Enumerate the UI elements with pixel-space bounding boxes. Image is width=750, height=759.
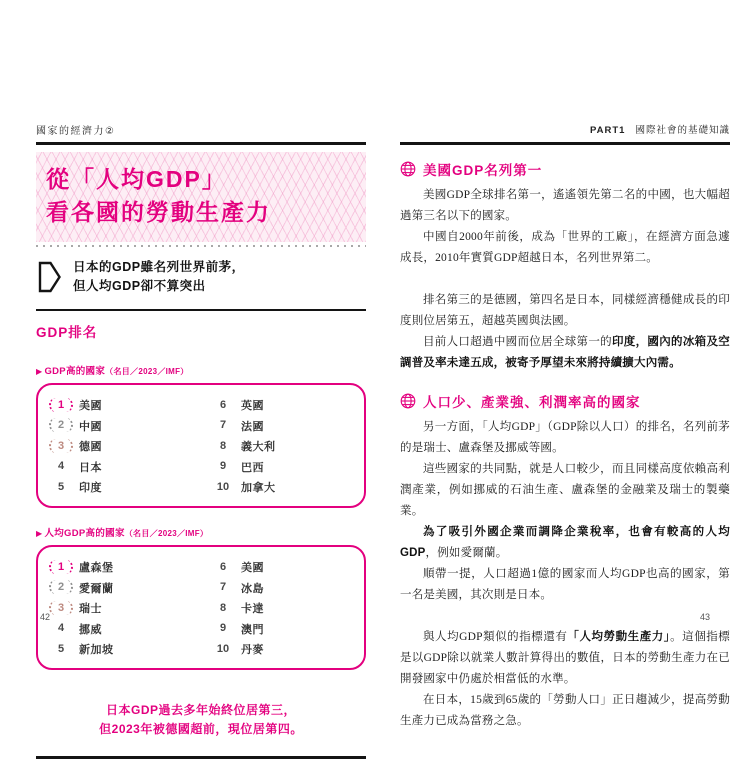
page-title-line2: 看各國的勞動生產力 (46, 198, 271, 225)
bold-run: 印度，國內的冰箱及空調普及率未達五成，被寄予厚望未來將持續擴大內需。 (400, 335, 731, 369)
lead-line1: 日本的GDP雖名列世界前茅， (73, 259, 245, 274)
rank-item (52, 397, 214, 413)
rank-item (214, 580, 352, 596)
triangle-right-icon: ▶ (36, 367, 43, 376)
globe-icon (400, 161, 416, 177)
rank-list-label-note: （名目／2023／IMF） (105, 367, 189, 376)
highlight-note (36, 701, 366, 739)
country-name: 日本 (79, 461, 102, 474)
laurel-wreath-icon: 3 (52, 440, 70, 453)
page-title-line1: 從「人均GDP」 (46, 165, 227, 192)
country-name: 印度 (79, 482, 102, 494)
note-line2: 但2023年被德國超前，現位居第四。 (99, 722, 303, 736)
text-run: 在日本，15歲到65歲的「勞動人口」正日趨減少，提高勞動生產力已成為當務之急。 (400, 693, 730, 727)
page-number-left: 42 (40, 612, 51, 622)
rank-item (52, 580, 214, 596)
country-name: 澳門 (241, 623, 264, 636)
country-name: 德國 (79, 441, 102, 453)
country-name: 法國 (241, 420, 264, 433)
rank-list-label-2 (36, 525, 366, 539)
rank-item (214, 418, 352, 434)
rank-item (52, 600, 214, 616)
rank-number: 9 (219, 622, 227, 634)
globe-icon (400, 393, 416, 409)
text-run: 與人均GDP類似的指標還有 (423, 630, 568, 643)
section-title: GDP排名 (36, 325, 98, 340)
rank-number: 4 (57, 622, 65, 634)
rank-item (52, 621, 214, 637)
text-run: 。這個指標是以GDP除以就業人數計算得出的數值，日本的勞動生產力在已開發國家中仍處於相當低的水準。 (400, 630, 730, 685)
rank-number: 7 (219, 581, 227, 593)
bold-run: 「人均勞動生產力」 (567, 630, 671, 643)
section-body (400, 417, 730, 732)
rank-item (52, 479, 214, 495)
rank-list-label-1 (36, 363, 366, 377)
rank-number: 5 (57, 480, 65, 493)
section-heading (400, 159, 730, 179)
divider-rule (36, 142, 366, 145)
country-name: 英國 (241, 400, 264, 412)
text-run: 目前人口超過中國而位居全球第一的 (423, 335, 612, 348)
country-name: 美國 (79, 400, 102, 412)
paragraph (400, 627, 730, 690)
right-page (400, 122, 730, 732)
rank-number: 9 (219, 460, 227, 472)
part-header (400, 122, 730, 136)
rank-number: 5 (57, 642, 65, 655)
country-name: 瑞士 (79, 603, 102, 615)
rank-number: 4 (57, 460, 65, 472)
paragraph (400, 564, 730, 606)
text-run: 排名第三的是德國，第四名是日本，同樣經濟穩健成長的印度則位居第五，超越英國與法國。 (400, 293, 730, 327)
lead-block (38, 258, 366, 296)
text-run: 順帶一提，人口超過1億的國家而人均GDP也高的國家，第一名是美國，其次則是日本。 (400, 567, 730, 601)
rank-number: 8 (219, 439, 227, 452)
rank-column-left (52, 559, 214, 657)
country-name: 冰島 (241, 582, 264, 595)
lead-line2: 但人均GDP卻不算突出 (73, 278, 206, 293)
paragraph (400, 227, 730, 269)
laurel-wreath-icon: 2 (52, 419, 70, 432)
laurel-wreath-icon: 3 (52, 602, 70, 615)
laurel-wreath-icon: 1 (52, 399, 70, 412)
rank-number: 8 (219, 601, 227, 614)
text-run: 另一方面，「人均GDP」（GDP除以人口）的排名，名列前茅的是瑞士、盧森堡及挪威等國。 (400, 420, 730, 454)
section-heading-text: 人口少、產業強、利潤率高的國家 (423, 394, 641, 410)
rank-box-gdp-per-capita (36, 545, 366, 670)
rank-item (214, 621, 352, 637)
divider-rule (36, 756, 366, 759)
rank-item (214, 600, 352, 616)
paragraph (400, 290, 730, 332)
title-block (36, 152, 366, 242)
rank-number: 10 (216, 480, 230, 493)
rank-box-gdp (36, 383, 366, 508)
laurel-wreath-icon: 2 (52, 581, 70, 594)
country-name: 卡達 (241, 603, 264, 615)
country-name: 新加坡 (79, 644, 114, 656)
paragraph (400, 332, 730, 374)
rank-item (52, 641, 214, 657)
section-us-gdp (400, 159, 730, 374)
laurel-wreath-icon: 1 (52, 561, 70, 574)
text-run: ，例如愛爾蘭。 (425, 546, 508, 559)
country-name: 義大利 (241, 441, 276, 453)
rank-item (52, 438, 214, 454)
paragraph (400, 690, 730, 732)
page-number-right: 43 (700, 612, 711, 622)
paragraph (400, 185, 730, 227)
lead-text (73, 258, 245, 296)
country-name: 愛爾蘭 (79, 582, 114, 595)
paragraph (400, 522, 730, 564)
pentagon-arrow-icon (38, 261, 62, 293)
rank-number: 6 (219, 560, 227, 573)
rank-item (52, 418, 214, 434)
triangle-right-icon: ▶ (36, 529, 43, 538)
divider-rule (400, 142, 730, 145)
section-heading-text: 美國GDP名列第一 (423, 162, 543, 178)
rank-item (214, 438, 352, 454)
rank-item (214, 559, 352, 575)
rank-column-left (52, 397, 214, 495)
rank-number: 6 (219, 398, 227, 411)
section-small-strong-countries (400, 391, 730, 732)
left-page (36, 122, 366, 759)
text-run: 中國自2000年前後，成為「世界的工廠」，在經濟方面急遽成長，2010年實質GDP超越日本，名列世界第二。 (400, 230, 730, 264)
rank-item (214, 479, 352, 495)
rank-list-label-text: GDP高的國家 (44, 366, 106, 377)
country-name: 丹麥 (241, 644, 264, 656)
dotted-divider (36, 245, 366, 248)
country-name: 加拿大 (241, 482, 276, 494)
bold-run: 為了吸引外國企業而調降企業稅率，也會有較高的人均GDP (400, 525, 730, 559)
paragraph (400, 459, 730, 522)
part-label: PART1 (590, 125, 626, 136)
rank-item (214, 459, 352, 475)
rank-item (214, 641, 352, 657)
country-name: 挪威 (79, 623, 102, 636)
text-run: 美國GDP全球排名第一，遙遙領先第二名的中國，也大幅超過第三名以下的國家。 (400, 188, 730, 222)
country-name: 美國 (241, 562, 264, 574)
rank-list-label-text: 人均GDP高的國家 (44, 528, 125, 539)
rank-number: 10 (216, 642, 230, 655)
rank-column-right (214, 397, 352, 495)
divider-rule (36, 309, 366, 312)
part-title: 國際社會的基礎知識 (635, 125, 730, 136)
rank-item (214, 397, 352, 413)
rank-item (52, 459, 214, 475)
chapter-kicker: 國家的經濟力② (36, 126, 116, 137)
paragraph (400, 417, 730, 459)
country-name: 中國 (79, 420, 102, 433)
rank-list-label-note: （名目／2023／IMF） (124, 529, 209, 538)
country-name: 巴西 (241, 461, 264, 474)
rank-column-right (214, 559, 352, 657)
country-name: 盧森堡 (79, 562, 114, 574)
rank-item (52, 559, 214, 575)
section-heading (400, 391, 730, 411)
rank-number: 7 (219, 419, 227, 431)
text-run: 這些國家的共同點，就是人口較少，而且同樣高度依賴高利潤產業，例如挪威的石油生產、盧森堡的金融業及瑞士的製藥業。 (400, 462, 730, 517)
note-line1: 日本GDP過去多年始終位居第三， (105, 703, 296, 717)
section-body (400, 185, 730, 374)
